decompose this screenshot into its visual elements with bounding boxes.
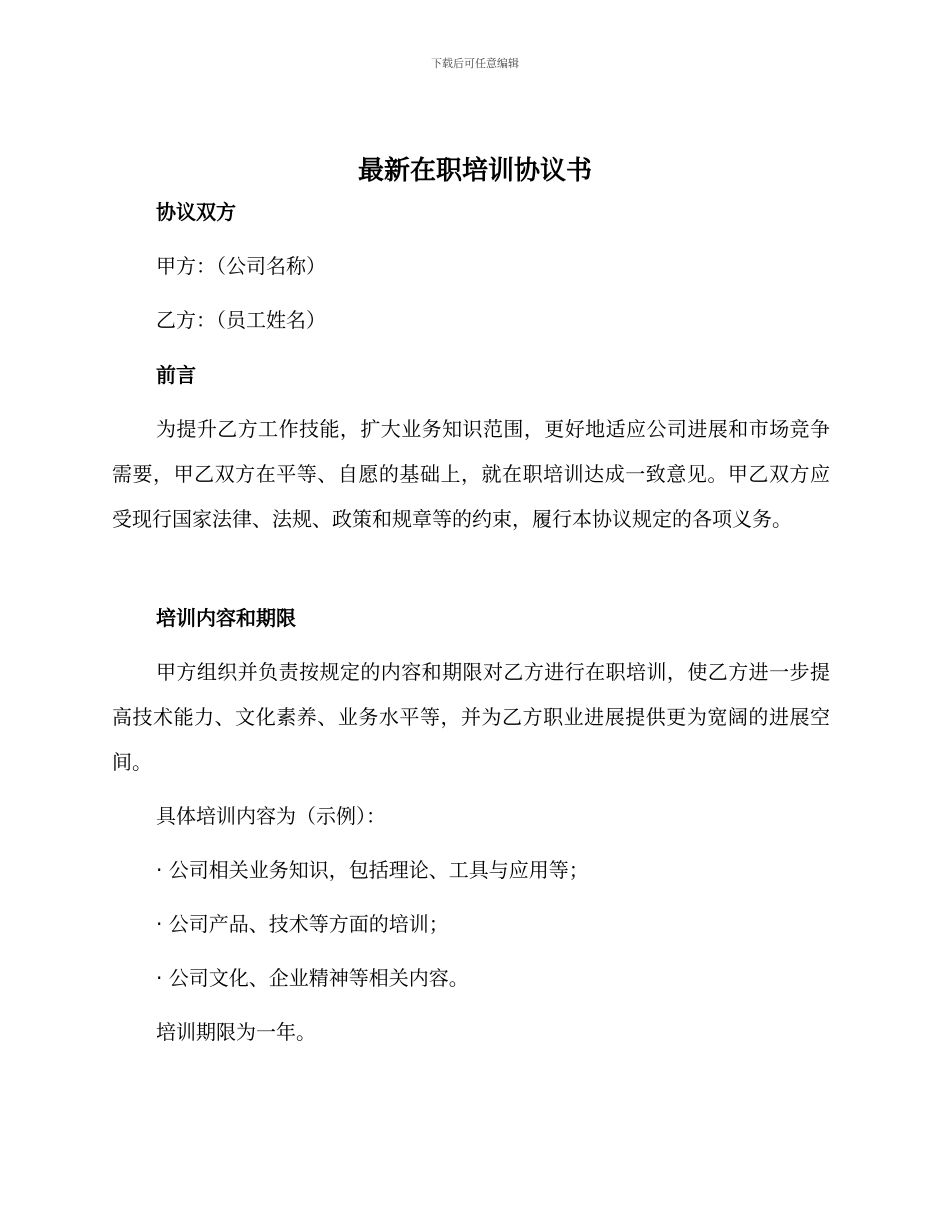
- party-a-line: 甲方：（公司名称）: [156, 254, 326, 278]
- preface-paragraph: 为提升乙方工作技能，扩大业务知识范围，更好地适应公司进展和市场竞争需要，甲乙双方在平等、自愿的基础上，就在职培训达成一致意见。甲乙双方应受现行国家法律、法规、政策和规章等的约束，履行本协议规定的各项义务。: [112, 417, 830, 531]
- header-note: 下载后可任意编辑: [431, 57, 519, 70]
- preface-heading: 前言: [156, 363, 196, 387]
- list-item: · 公司产品、技术等方面的培训；: [156, 912, 449, 936]
- list-item: · 公司文化、企业精神等相关内容。: [156, 966, 469, 990]
- document-title: 最新在职培训协议书: [357, 156, 592, 186]
- duration-line: 培训期限为一年。: [156, 1020, 316, 1044]
- content-intro: 具体培训内容为（示例）：: [156, 804, 386, 828]
- party-b-line: 乙方：（员工姓名）: [156, 308, 326, 332]
- training-heading: 培训内容和期限: [156, 606, 296, 630]
- training-paragraph: 甲方组织并负责按规定的内容和期限对乙方进行在职培训，使乙方进一步提高技术能力、文化素养、业务水平等，并为乙方职业进展提供更为宽阔的进展空间。: [112, 660, 830, 774]
- list-item: · 公司相关业务知识，包括理论、工具与应用等；: [156, 858, 589, 882]
- parties-heading: 协议双方: [156, 200, 236, 224]
